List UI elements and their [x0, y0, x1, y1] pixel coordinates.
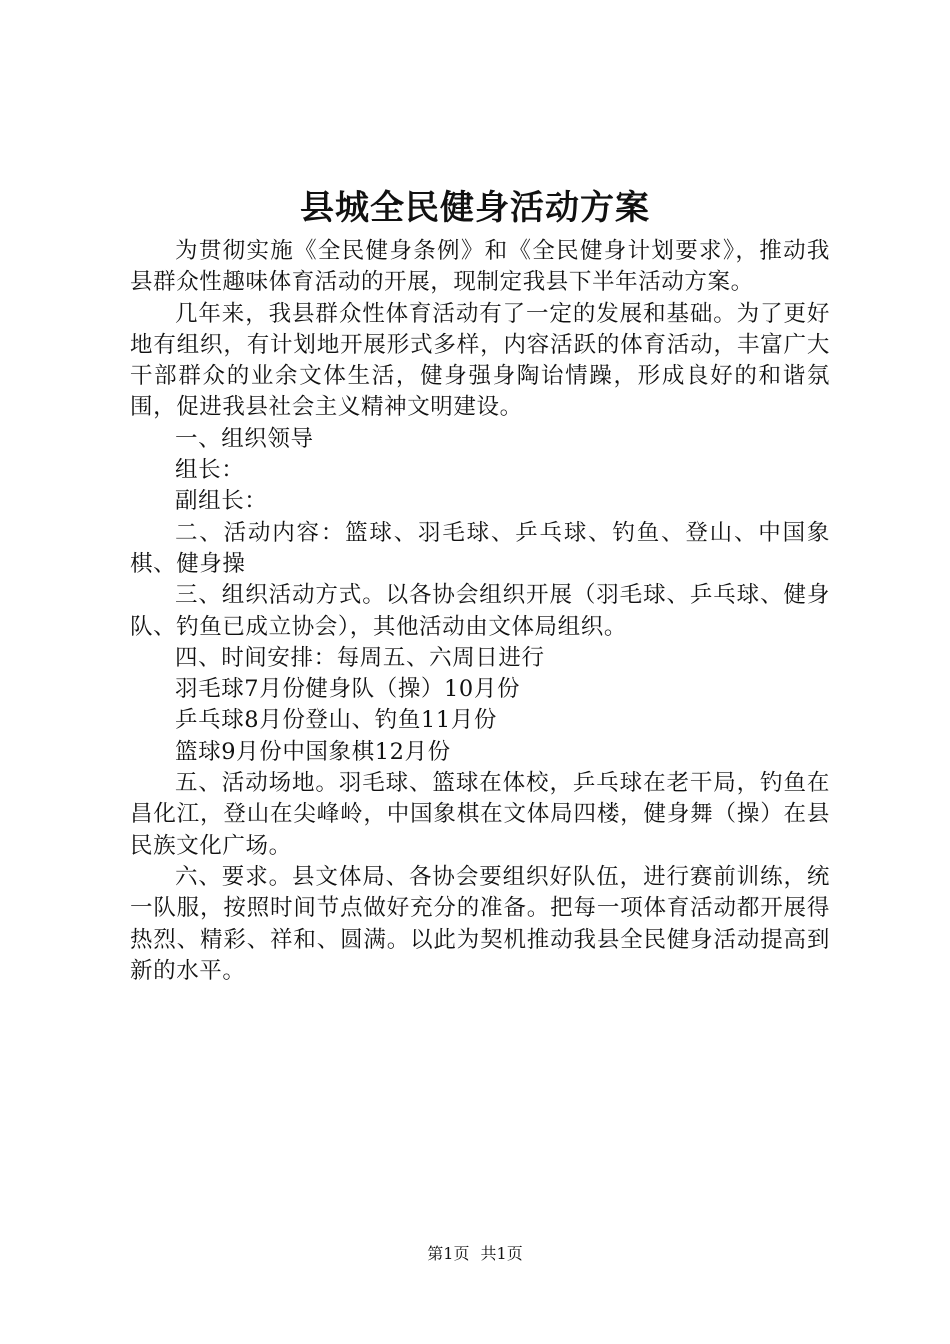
page-number: 第1页 [427, 1244, 470, 1263]
section-requirements: 六、要求。县文体局、各协会要组织好队伍，进行赛前训练，统一队服，按照时间节点做好充分的准备。把每一项体育活动都开展得热烈、精彩、祥和、圆满。以此为契机推动我县全民健身活动提高到新的水平。 [130, 863, 830, 984]
schedule-line: 羽毛球7月份健身队（操）10月份 [175, 676, 521, 703]
schedule-line: 篮球9月份中国象棋12月份 [175, 738, 451, 765]
deputy-leader-line: 副组长： [175, 488, 268, 515]
section-activity-content: 二、活动内容：篮球、羽毛球、乒乓球、钓鱼、登山、中国象棋、健身操 [130, 519, 830, 577]
section-schedule: 四、时间安排：每周五、六周日进行 [175, 644, 545, 671]
schedule-line: 乒乓球8月份登山、钓鱼11月份 [175, 707, 497, 734]
document-title: 县城全民健身活动方案 [300, 188, 650, 228]
section-organization-heading: 一、组织领导 [175, 425, 314, 452]
paragraph-intro: 为贯彻实施《全民健身条例》和《全民健身计划要求》，推动我县群众性趣味体育活动的开展，现制定我县下半年活动方案。 [130, 238, 830, 296]
section-organization-method: 三、组织活动方式。以各协会组织开展（羽毛球、乒乓球、健身队、钓鱼已成立协会），其他活动由文体局组织。 [130, 582, 830, 640]
document-body [130, 236, 830, 987]
paragraph-background: 几年来，我县群众性体育活动有了一定的发展和基础。为了更好地有组织，有计划地开展形式多样，内容活跃的体育活动，丰富广大干部群众的业余文体生活，健身强身陶诒情躁，形成良好的和谐氛围，促进我县社会主义精神文明建设。 [130, 300, 830, 421]
section-venues: 五、活动场地。羽毛球、篮球在体校，乒乓球在老干局，钓鱼在昌化江，登山在尖峰岭，中国象棋在文体局四楼，健身舞（操）在县民族文化广场。 [130, 770, 830, 859]
page-footer [0, 1243, 950, 1265]
leader-line: 组长： [175, 457, 245, 484]
page-total: 共1页 [480, 1244, 523, 1263]
